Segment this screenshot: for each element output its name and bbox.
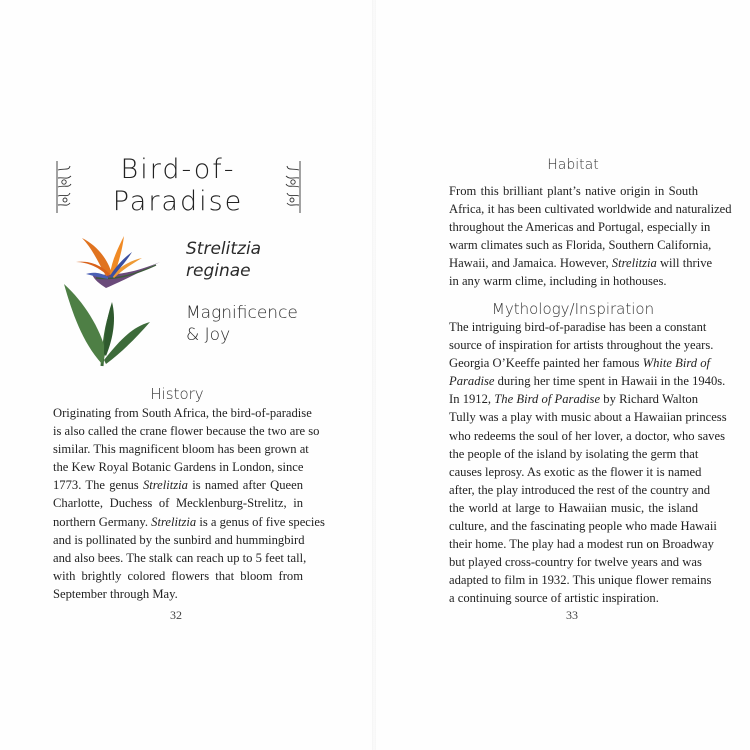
page-number-right: 33 — [566, 608, 578, 622]
habitat-heading: Habitat — [547, 157, 599, 173]
mythology-line: In 1912, The Bird of Paradise by Richard Walton — [449, 392, 699, 407]
mythology-line: the people of the island by isolating the germ that — [449, 446, 699, 461]
mythology-line: after, the play introduced the rest of the country and — [449, 482, 711, 497]
mythology-line: Paradise during her time spent in Hawaii in the 1940s. — [449, 374, 726, 389]
mythology-line: but played cross-country for twelve years and was — [449, 555, 702, 570]
history-line: Originating from South Africa, the bird-of-paradise — [53, 406, 312, 420]
mythology-heading: Mythology/Inspiration — [491, 300, 655, 318]
flower-meaning-line-2: & Joy — [186, 325, 231, 345]
history-line: northern Germany. Strelitzia is a genus of five species — [53, 514, 325, 529]
history-heading: History — [150, 385, 204, 403]
left-page — [0, 0, 372, 750]
flower-meaning-line-1: Magnificence — [186, 303, 298, 323]
history-line: with brightly colored flowers that bloom from — [53, 568, 303, 583]
history-line: is also called the crane flower because the two are so — [53, 424, 320, 439]
mythology-line: their home. The play had a modest run on Broadway — [449, 537, 714, 552]
history-paragraph — [53, 404, 325, 603]
habitat-line: Hawaii, and Jamaica. However, Strelitzia will thrive — [449, 256, 713, 271]
mythology-line: who redeems the soul of her lover, a doctor, who saves — [449, 428, 725, 443]
habitat-paragraph — [449, 182, 732, 291]
floral-ornament-right-icon — [284, 160, 302, 214]
mythology-line: Georgia O’Keeffe painted her famous White Bird of — [449, 356, 711, 371]
flower-meaning — [186, 302, 298, 346]
habitat-line: From this brilliant plant’s native origin in South — [449, 184, 698, 198]
mythology-line: a continuing source of artistic inspiration. — [449, 591, 659, 606]
floral-ornament-left-icon — [55, 160, 73, 214]
habitat-line: throughout the Americas and Portugal, especially in — [449, 220, 711, 235]
title-line-2: Paradise — [112, 186, 244, 217]
history-line: 1773. The genus Strelitzia is named after Queen — [53, 478, 304, 493]
page-number-left: 32 — [170, 608, 182, 622]
history-line: the Kew Royal Botanic Gardens in London, since — [53, 460, 304, 475]
mythology-line: Tully was a play with music about a Hawaiian princess — [449, 410, 727, 425]
mythology-line: causes leprosy. As exotic as the flower it is named — [449, 464, 702, 479]
page-title — [78, 154, 278, 218]
mythology-line: culture, and the fascinating people who made Hawaii — [449, 519, 717, 534]
mythology-line: adapted to film in 1932. This unique flower remains — [449, 573, 712, 588]
mythology-line: source of inspiration for artists throughout the years. — [449, 338, 714, 353]
bird-of-paradise-illustration — [62, 232, 162, 367]
mythology-line: the world at large to Hawaiian music, the island — [449, 500, 698, 515]
history-line: and also bees. The stalk can reach up to 5 feet tall, — [53, 550, 307, 565]
habitat-line: in any warm clime, including in hothouses. — [449, 274, 667, 289]
title-line-1: Bird-of- — [120, 154, 236, 185]
latin-name-line-2: reginae — [186, 261, 251, 281]
history-line: Charlotte, Duchess of Mecklenburg-Strelitz, in — [53, 496, 303, 511]
habitat-line: warm climates such as Florida, Southern California, — [449, 238, 712, 253]
mythology-paragraph — [449, 318, 727, 608]
history-line: similar. This magnificent bloom has been grown at — [53, 442, 309, 457]
history-line: September through May. — [53, 586, 178, 601]
latin-name — [186, 238, 261, 282]
history-line: and is pollinated by the sunbird and hummingbird — [53, 532, 305, 547]
latin-name-line-1: Strelitzia — [186, 239, 262, 259]
habitat-line: Africa, it has been cultivated worldwide and naturalized — [449, 202, 732, 217]
mythology-line: The intriguing bird-of-paradise has been a constant — [449, 320, 707, 334]
